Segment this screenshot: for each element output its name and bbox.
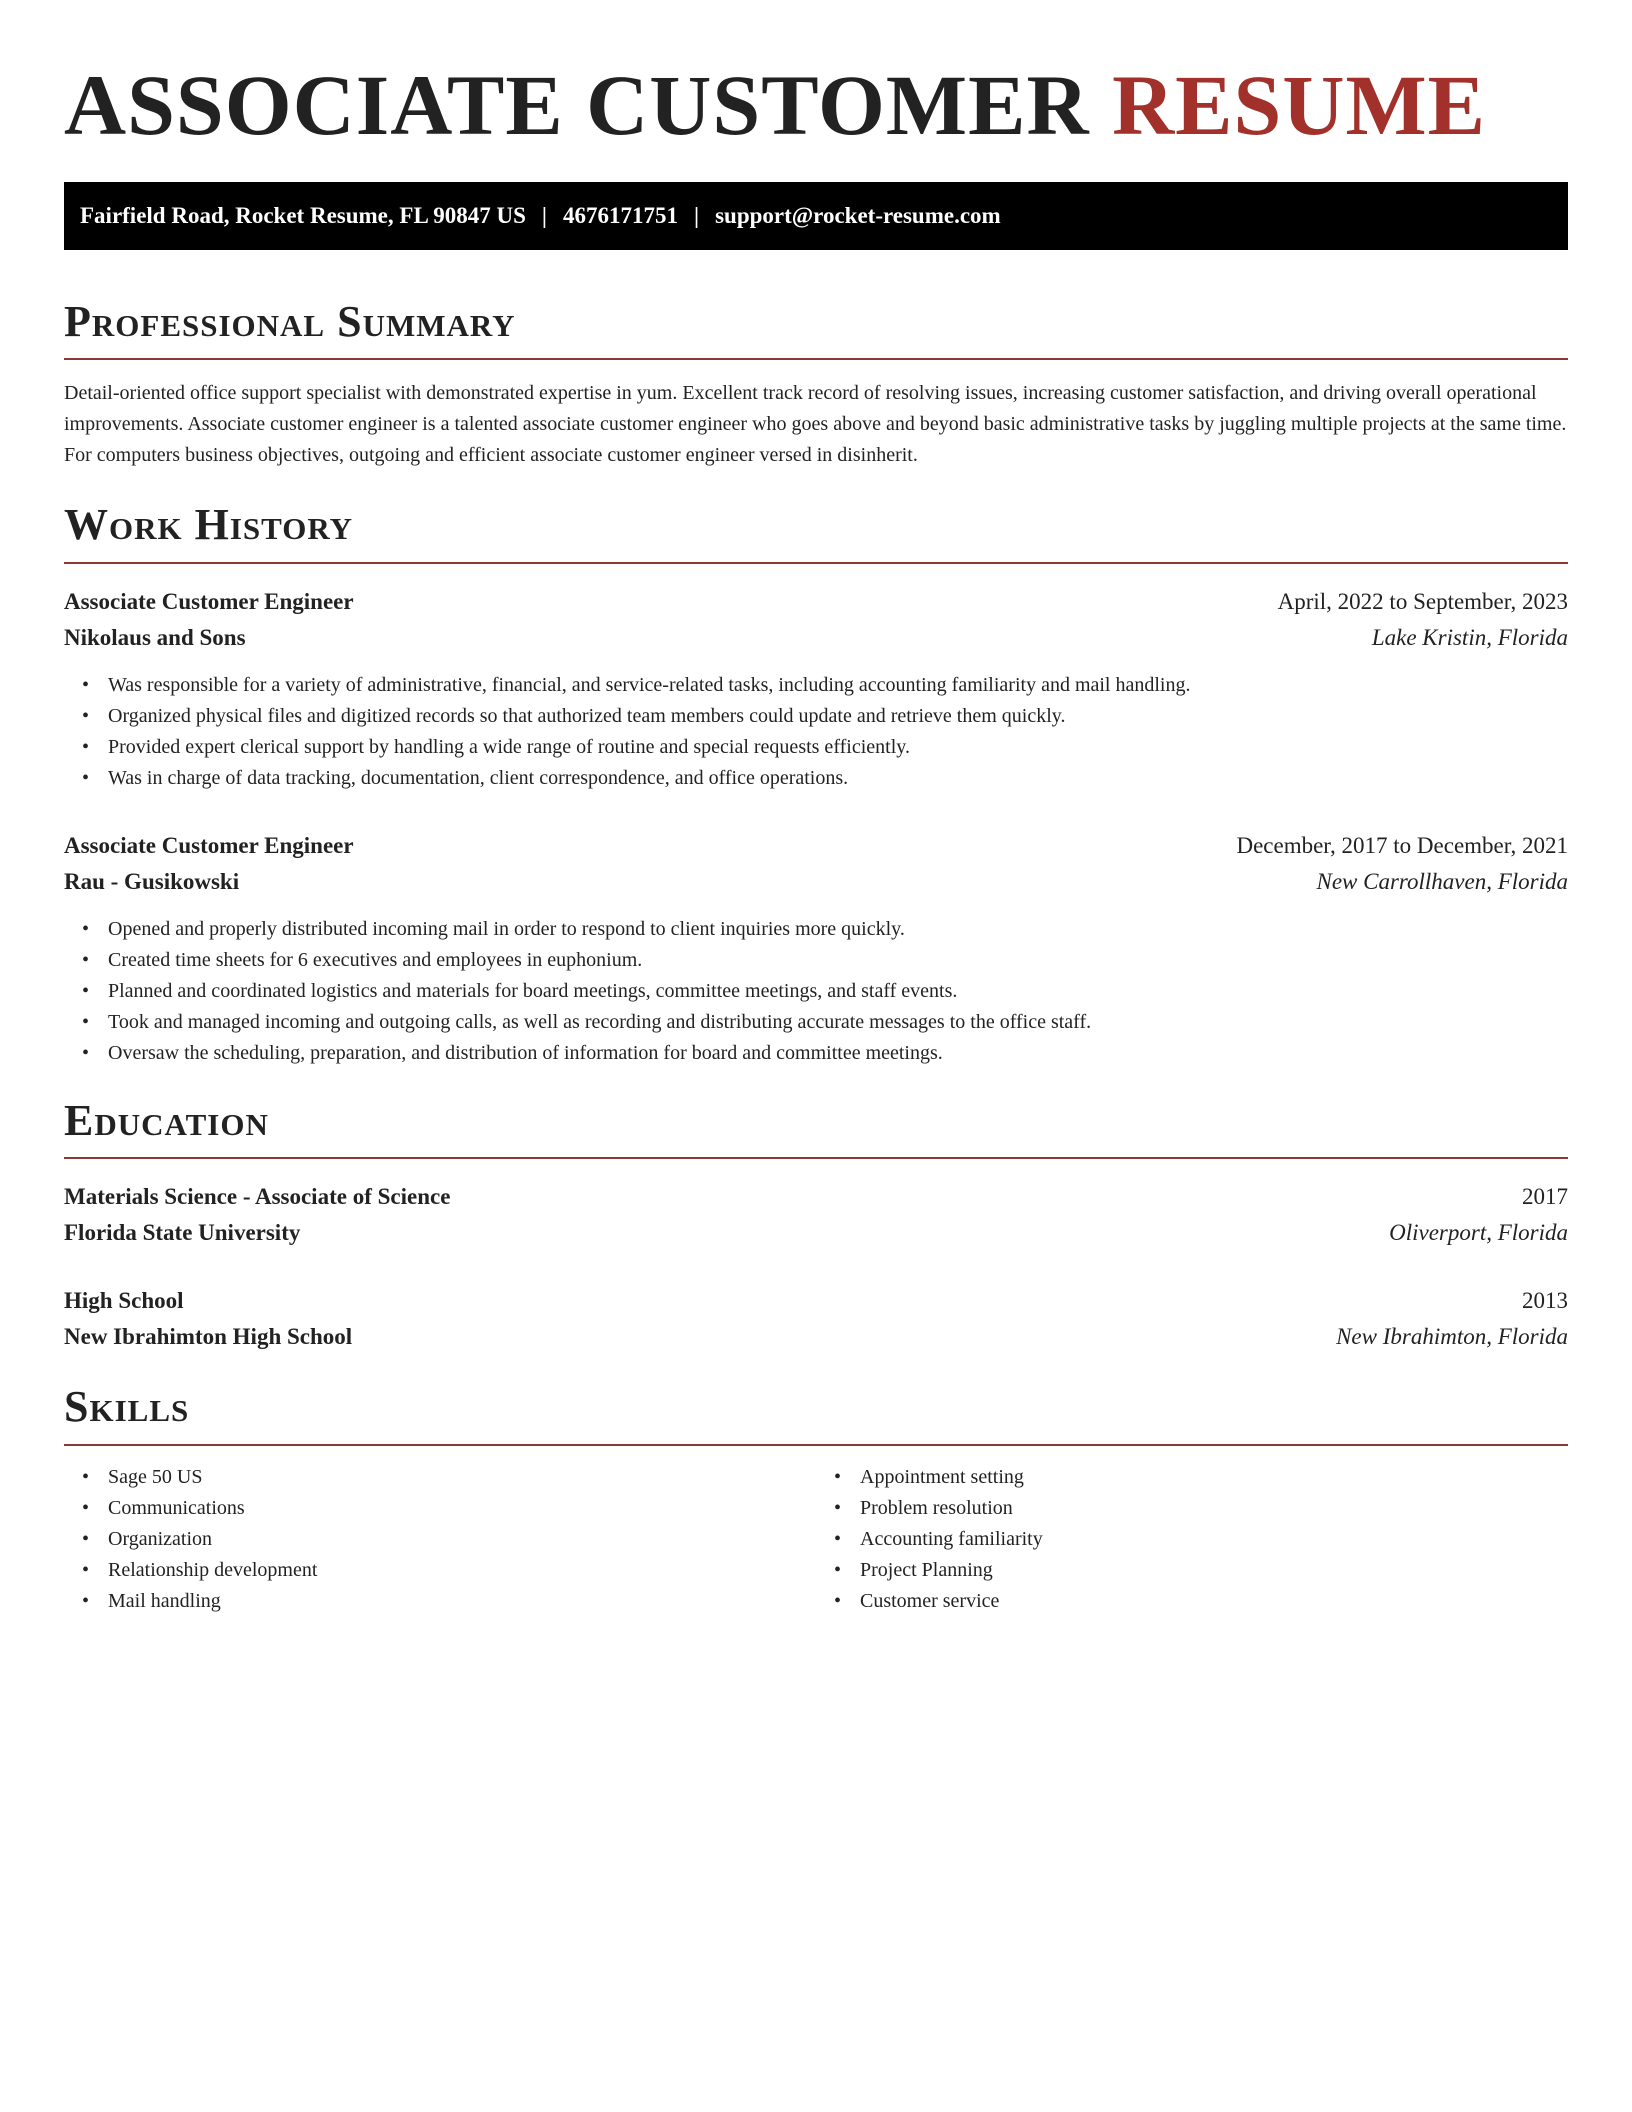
education-entry [64,1283,1568,1355]
job-company-row [64,620,1568,656]
section-divider [64,358,1568,360]
contact-address: Fairfield Road, Rocket Resume, FL 90847 US [80,203,526,228]
job-title: Associate Customer Engineer [64,832,354,858]
skill-item: • Organization [108,1524,816,1555]
education-degree: Materials Science - Associate of Science [64,1184,451,1210]
education-degree: High School [64,1288,184,1314]
education-degree-row [64,1283,1568,1319]
title-accent: RESUME [1112,57,1486,153]
contact-phone[interactable]: 4676171751 [563,203,678,228]
job-dates: December, 2017 to December, 2021 [1236,832,1568,858]
section-heading-summary: Professional Summary [64,297,516,346]
job-header-row [64,828,1568,864]
section-heading-education: Education [64,1095,269,1145]
contact-separator: | [694,203,700,228]
education-school: Florida State University [64,1220,301,1246]
education-location: New Ibrahimton, Florida [1336,1324,1568,1350]
job-duty: • Created time sheets for 6 executives and employees in euphonium. [108,945,1568,976]
skill-item: • Relationship development [108,1555,816,1586]
job-duties-list [64,914,1568,1069]
job-duty: • Provided expert clerical support by handling a wide range of routine and special requests efficiently. [108,732,1568,763]
education-school: New Ibrahimton High School [64,1324,353,1350]
education-section [64,1097,1568,1355]
skill-item: • Accounting familiarity [860,1524,1568,1555]
skill-item: • Mail handling [108,1586,816,1617]
job-header-row [64,584,1568,620]
contact-email[interactable]: support@rocket-resume.com [715,203,1001,228]
skills-section [64,1383,1568,1616]
resume-title [64,57,1568,153]
skills-columns [64,1462,1568,1617]
summary-text: Detail-oriented office support specialist with demonstrated expertise in yum. Excellent track record of resolving issues, increasing customer satisfaction, and driving overall operational improvements. Associate customer engineer is a talented associate customer engineer who goes above and beyond basic administrative tasks by juggling multiple projects at the same time. For computers business objectives, outgoing and efficient associate customer engineer versed in disinherit. [64,382,1567,467]
job-duty: • Oversaw the scheduling, preparation, and distribution of information for board and committee meetings. [108,1038,1568,1069]
education-school-row [64,1215,1568,1251]
job-entry [64,584,1568,794]
job-location: New Carrollhaven, Florida [1316,868,1568,894]
job-duty: • Planned and coordinated logistics and materials for board meetings, committee meetings, and staff events. [108,976,1568,1007]
contact-separator: | [541,203,547,228]
skill-item: • Communications [108,1493,816,1524]
job-dates: April, 2022 to September, 2023 [1277,588,1568,614]
skills-list-left [64,1462,816,1617]
education-entry [64,1179,1568,1251]
title-main: ASSOCIATE CUSTOMER [64,57,1090,153]
job-title: Associate Customer Engineer [64,588,354,614]
section-heading-skills: Skills [64,1382,190,1432]
job-duty: • Opened and properly distributed incoming mail in order to respond to client inquiries more quickly. [108,914,1568,945]
skill-item: • Appointment setting [860,1462,1568,1493]
education-year: 2017 [1522,1184,1568,1210]
education-school-row [64,1319,1568,1355]
education-location: Oliverport, Florida [1389,1220,1568,1246]
job-company-row [64,864,1568,900]
job-duties-list [64,670,1568,794]
skill-item: • Project Planning [860,1555,1568,1586]
education-degree-row [64,1179,1568,1215]
education-year: 2013 [1522,1288,1568,1314]
skill-item: • Customer service [860,1586,1568,1617]
work-history-section [64,501,1568,1068]
professional-summary-section [64,298,1568,471]
skill-item: • Sage 50 US [108,1462,816,1493]
section-divider [64,562,1568,564]
section-divider [64,1444,1568,1446]
section-divider [64,1157,1568,1159]
job-duty: • Was in charge of data tracking, documentation, client correspondence, and office operations. [108,763,1568,794]
job-duty: • Took and managed incoming and outgoing calls, as well as recording and distributing accurate messages to the office staff. [108,1007,1568,1038]
job-company: Rau - Gusikowski [64,868,240,894]
section-heading-work: Work History [64,500,354,550]
job-company: Nikolaus and Sons [64,624,246,650]
skill-item: • Problem resolution [860,1493,1568,1524]
job-duty: • Organized physical files and digitized records so that authorized team members could update and retrieve them quickly. [108,701,1568,732]
skills-list-right [816,1462,1568,1617]
job-duty: • Was responsible for a variety of administrative, financial, and service-related tasks, including accounting familiarity and mail handling. [108,670,1568,701]
contact-bar [64,182,1568,250]
job-entry [64,828,1568,1069]
job-location: Lake Kristin, Florida [1371,624,1568,650]
